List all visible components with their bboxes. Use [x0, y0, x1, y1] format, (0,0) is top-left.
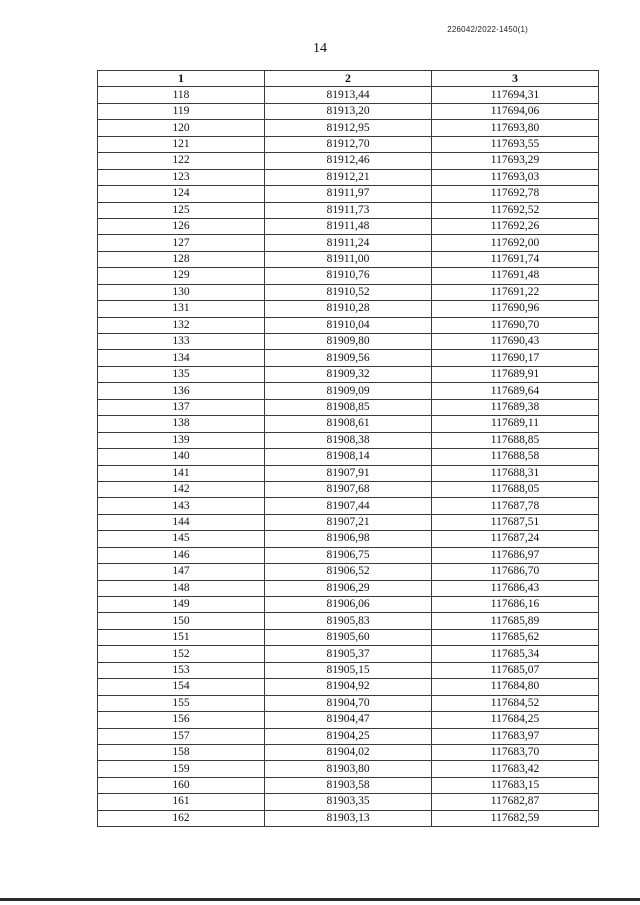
point-number-cell: 147: [98, 564, 265, 580]
point-number-cell: 140: [98, 449, 265, 465]
point-number-cell: 144: [98, 514, 265, 530]
point-number-cell: 122: [98, 153, 265, 169]
x-coordinate-cell: 81909,80: [265, 334, 432, 350]
table-row: [98, 235, 599, 251]
point-number-cell: 152: [98, 646, 265, 662]
point-number-cell: 128: [98, 251, 265, 267]
x-coordinate-cell: 81911,97: [265, 186, 432, 202]
y-coordinate-cell: 117691,74: [432, 251, 599, 267]
table-row: [98, 120, 599, 136]
x-coordinate-cell: 81909,56: [265, 350, 432, 366]
y-coordinate-cell: 117693,29: [432, 153, 599, 169]
x-coordinate-cell: 81904,47: [265, 712, 432, 728]
y-coordinate-cell: 117689,64: [432, 383, 599, 399]
y-coordinate-cell: 117684,52: [432, 695, 599, 711]
x-coordinate-cell: 81912,21: [265, 169, 432, 185]
point-number-cell: 125: [98, 202, 265, 218]
y-coordinate-cell: 117691,22: [432, 284, 599, 300]
y-coordinate-cell: 117693,55: [432, 136, 599, 152]
x-coordinate-cell: 81904,02: [265, 744, 432, 760]
y-coordinate-cell: 117690,96: [432, 301, 599, 317]
table-row: [98, 498, 599, 514]
table-row: [98, 301, 599, 317]
x-coordinate-cell: 81910,52: [265, 284, 432, 300]
x-coordinate-cell: 81906,29: [265, 580, 432, 596]
y-coordinate-cell: 117690,70: [432, 317, 599, 333]
point-number-cell: 158: [98, 744, 265, 760]
x-coordinate-cell: 81907,91: [265, 465, 432, 481]
column-header-2: 2: [265, 71, 432, 87]
point-number-cell: 155: [98, 695, 265, 711]
table-row: [98, 383, 599, 399]
table-body: [98, 87, 599, 827]
point-number-cell: 129: [98, 268, 265, 284]
point-number-cell: 157: [98, 728, 265, 744]
x-coordinate-cell: 81911,00: [265, 251, 432, 267]
y-coordinate-cell: 117694,06: [432, 103, 599, 119]
point-number-cell: 132: [98, 317, 265, 333]
y-coordinate-cell: 117691,48: [432, 268, 599, 284]
table-row: [98, 334, 599, 350]
y-coordinate-cell: 117685,34: [432, 646, 599, 662]
point-number-cell: 124: [98, 186, 265, 202]
y-coordinate-cell: 117688,05: [432, 481, 599, 497]
y-coordinate-cell: 117688,58: [432, 449, 599, 465]
y-coordinate-cell: 117683,42: [432, 761, 599, 777]
point-number-cell: 131: [98, 301, 265, 317]
table-row: [98, 695, 599, 711]
y-coordinate-cell: 117682,59: [432, 810, 599, 826]
x-coordinate-cell: 81908,38: [265, 432, 432, 448]
x-coordinate-cell: 81906,98: [265, 531, 432, 547]
table-row: [98, 597, 599, 613]
y-coordinate-cell: 117687,24: [432, 531, 599, 547]
table-row: [98, 777, 599, 793]
y-coordinate-cell: 117684,25: [432, 712, 599, 728]
table-row: [98, 136, 599, 152]
x-coordinate-cell: 81908,85: [265, 399, 432, 415]
x-coordinate-cell: 81913,20: [265, 103, 432, 119]
point-number-cell: 154: [98, 679, 265, 695]
point-number-cell: 143: [98, 498, 265, 514]
x-coordinate-cell: 81908,61: [265, 416, 432, 432]
y-coordinate-cell: 117688,85: [432, 432, 599, 448]
y-coordinate-cell: 117688,31: [432, 465, 599, 481]
column-header-3: 3: [432, 71, 599, 87]
table-row: [98, 514, 599, 530]
x-coordinate-cell: 81903,58: [265, 777, 432, 793]
point-number-cell: 150: [98, 613, 265, 629]
x-coordinate-cell: 81907,68: [265, 481, 432, 497]
y-coordinate-cell: 117686,70: [432, 564, 599, 580]
point-number-cell: 148: [98, 580, 265, 596]
point-number-cell: 149: [98, 597, 265, 613]
table-row: [98, 580, 599, 596]
x-coordinate-cell: 81907,44: [265, 498, 432, 514]
x-coordinate-cell: 81911,24: [265, 235, 432, 251]
x-coordinate-cell: 81908,14: [265, 449, 432, 465]
point-number-cell: 138: [98, 416, 265, 432]
point-number-cell: 151: [98, 629, 265, 645]
x-coordinate-cell: 81912,70: [265, 136, 432, 152]
x-coordinate-cell: 81905,37: [265, 646, 432, 662]
y-coordinate-cell: 117692,26: [432, 218, 599, 234]
x-coordinate-cell: 81904,25: [265, 728, 432, 744]
table-row: [98, 251, 599, 267]
table-row: [98, 679, 599, 695]
column-header-1: 1: [98, 71, 265, 87]
table-row: [98, 810, 599, 826]
table-row: [98, 613, 599, 629]
point-number-cell: 156: [98, 712, 265, 728]
point-number-cell: 142: [98, 481, 265, 497]
x-coordinate-cell: 81912,95: [265, 120, 432, 136]
document-id: 226042/2022-1450(1): [447, 25, 528, 34]
x-coordinate-cell: 81906,75: [265, 547, 432, 563]
table-row: [98, 103, 599, 119]
table-row: [98, 399, 599, 415]
table-row: [98, 366, 599, 382]
table-row: [98, 564, 599, 580]
point-number-cell: 160: [98, 777, 265, 793]
x-coordinate-cell: 81905,83: [265, 613, 432, 629]
point-number-cell: 127: [98, 235, 265, 251]
x-coordinate-cell: 81910,28: [265, 301, 432, 317]
table-row: [98, 350, 599, 366]
y-coordinate-cell: 117692,52: [432, 202, 599, 218]
point-number-cell: 119: [98, 103, 265, 119]
y-coordinate-cell: 117682,87: [432, 794, 599, 810]
y-coordinate-cell: 117690,43: [432, 334, 599, 350]
table-row: [98, 761, 599, 777]
x-coordinate-cell: 81904,92: [265, 679, 432, 695]
point-number-cell: 133: [98, 334, 265, 350]
y-coordinate-cell: 117683,70: [432, 744, 599, 760]
x-coordinate-cell: 81909,09: [265, 383, 432, 399]
point-number-cell: 146: [98, 547, 265, 563]
table-row: [98, 268, 599, 284]
x-coordinate-cell: 81905,60: [265, 629, 432, 645]
x-coordinate-cell: 81909,32: [265, 366, 432, 382]
point-number-cell: 139: [98, 432, 265, 448]
x-coordinate-cell: 81903,35: [265, 794, 432, 810]
table-row: [98, 169, 599, 185]
table-row: [98, 284, 599, 300]
table-row: [98, 728, 599, 744]
table-row: [98, 629, 599, 645]
table-row: [98, 202, 599, 218]
table-row: [98, 449, 599, 465]
y-coordinate-cell: 117686,43: [432, 580, 599, 596]
x-coordinate-cell: 81912,46: [265, 153, 432, 169]
x-coordinate-cell: 81910,04: [265, 317, 432, 333]
y-coordinate-cell: 117686,97: [432, 547, 599, 563]
y-coordinate-cell: 117687,51: [432, 514, 599, 530]
y-coordinate-cell: 117689,11: [432, 416, 599, 432]
table-row: [98, 153, 599, 169]
table-row: [98, 465, 599, 481]
point-number-cell: 136: [98, 383, 265, 399]
y-coordinate-cell: 117686,16: [432, 597, 599, 613]
table-row: [98, 87, 599, 103]
table-row: [98, 662, 599, 678]
point-number-cell: 137: [98, 399, 265, 415]
point-number-cell: 121: [98, 136, 265, 152]
point-number-cell: 159: [98, 761, 265, 777]
point-number-cell: 135: [98, 366, 265, 382]
table-row: [98, 744, 599, 760]
table-row: [98, 481, 599, 497]
point-number-cell: 145: [98, 531, 265, 547]
y-coordinate-cell: 117689,38: [432, 399, 599, 415]
x-coordinate-cell: 81906,06: [265, 597, 432, 613]
y-coordinate-cell: 117687,78: [432, 498, 599, 514]
y-coordinate-cell: 117683,15: [432, 777, 599, 793]
coordinates-table: [97, 70, 599, 827]
point-number-cell: 130: [98, 284, 265, 300]
x-coordinate-cell: 81911,73: [265, 202, 432, 218]
y-coordinate-cell: 117693,80: [432, 120, 599, 136]
x-coordinate-cell: 81906,52: [265, 564, 432, 580]
table-row: [98, 317, 599, 333]
y-coordinate-cell: 117685,89: [432, 613, 599, 629]
table-row: [98, 794, 599, 810]
point-number-cell: 118: [98, 87, 265, 103]
x-coordinate-cell: 81905,15: [265, 662, 432, 678]
x-coordinate-cell: 81904,70: [265, 695, 432, 711]
bottom-rule: [0, 898, 640, 901]
table-row: [98, 416, 599, 432]
y-coordinate-cell: 117683,97: [432, 728, 599, 744]
y-coordinate-cell: 117692,00: [432, 235, 599, 251]
y-coordinate-cell: 117690,17: [432, 350, 599, 366]
x-coordinate-cell: 81913,44: [265, 87, 432, 103]
point-number-cell: 126: [98, 218, 265, 234]
point-number-cell: 162: [98, 810, 265, 826]
point-number-cell: 141: [98, 465, 265, 481]
y-coordinate-cell: 117684,80: [432, 679, 599, 695]
x-coordinate-cell: 81903,80: [265, 761, 432, 777]
x-coordinate-cell: 81911,48: [265, 218, 432, 234]
x-coordinate-cell: 81910,76: [265, 268, 432, 284]
table-row: [98, 432, 599, 448]
x-coordinate-cell: 81907,21: [265, 514, 432, 530]
point-number-cell: 120: [98, 120, 265, 136]
y-coordinate-cell: 117685,07: [432, 662, 599, 678]
page-number: 14: [313, 41, 327, 56]
y-coordinate-cell: 117685,62: [432, 629, 599, 645]
point-number-cell: 153: [98, 662, 265, 678]
table-header-row: [98, 71, 599, 87]
table-row: [98, 531, 599, 547]
y-coordinate-cell: 117689,91: [432, 366, 599, 382]
table-row: [98, 218, 599, 234]
table-row: [98, 547, 599, 563]
y-coordinate-cell: 117692,78: [432, 186, 599, 202]
point-number-cell: 134: [98, 350, 265, 366]
table-row: [98, 186, 599, 202]
y-coordinate-cell: 117693,03: [432, 169, 599, 185]
x-coordinate-cell: 81903,13: [265, 810, 432, 826]
y-coordinate-cell: 117694,31: [432, 87, 599, 103]
table-row: [98, 712, 599, 728]
point-number-cell: 161: [98, 794, 265, 810]
point-number-cell: 123: [98, 169, 265, 185]
table-row: [98, 646, 599, 662]
